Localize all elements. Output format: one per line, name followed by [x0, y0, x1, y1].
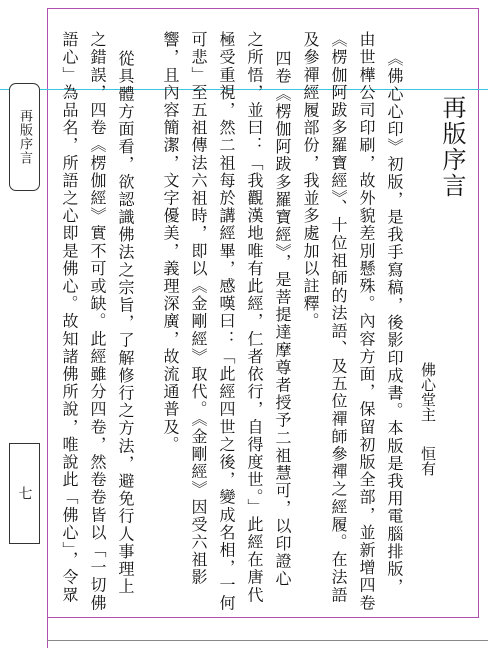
text-column-6: 之所悟，並曰：「我觀漢地唯有此經，仁者依行，自得度世。」此經在唐代 [245, 31, 264, 604]
page-number-tab [9, 443, 40, 544]
page-title: 再版序言 [438, 95, 466, 199]
top-margin-line [47, 8, 479, 9]
text-column-4: 及參禪經履部份，我並多處加以註釋。 [301, 31, 320, 331]
text-column-12: 語心」為品名，所語之心即是佛心。故知諸佛所說，唯說此「佛心」，令眾 [60, 31, 79, 604]
right-margin-line [478, 8, 479, 618]
footer-line [47, 640, 488, 641]
section-tab-label: 再版序言 [17, 109, 32, 165]
section-tab [9, 83, 40, 191]
author-studio: 佛心堂主 [419, 362, 437, 422]
author-line [420, 362, 435, 476]
text-column-9: 響，且內容簡潔，文字優美，義理深廣，故流通普及。 [161, 31, 180, 454]
text-column-7: 極受重視，然二祖每於講經畢，感嘆曰：「此經四世之後，變成名相，一何 [217, 31, 236, 612]
text-column-1: 《佛心心印》初版，是我手寫稿，後影印成書。本版是我用電腦排版， [385, 50, 404, 596]
page-number: 七 [16, 486, 33, 501]
left-margin-line [47, 8, 48, 648]
text-column-8: 可悲」至五祖傳法六祖時，即以《金剛經》取代。《金剛經》因受六祖影 [189, 31, 208, 587]
text-column-3: 《楞伽阿跋多羅寶經》、十位祖師的法語、及五位禪師參禪之經履。在法語 [329, 31, 348, 604]
text-column-11: 之錯誤，四卷《楞伽經》實不可或缺。此經雖分四卷，然卷卷皆以「一切佛 [88, 31, 107, 612]
text-column-5: 四卷《楞伽阿跋多羅寶經》，是菩提達摩尊者授予二祖慧可，以印證心 [273, 50, 292, 588]
text-column-10: 從具體方面看，欲認識佛法之宗旨，了解修行之方法，避免行人事理上 [116, 50, 135, 596]
author-name: 恒有 [419, 446, 437, 476]
text-column-2: 由世樺公司印刷，故外貌差別懸殊。內容方面，保留初版全部，並新增四卷 [357, 31, 376, 612]
bottom-margin-line [47, 617, 479, 618]
